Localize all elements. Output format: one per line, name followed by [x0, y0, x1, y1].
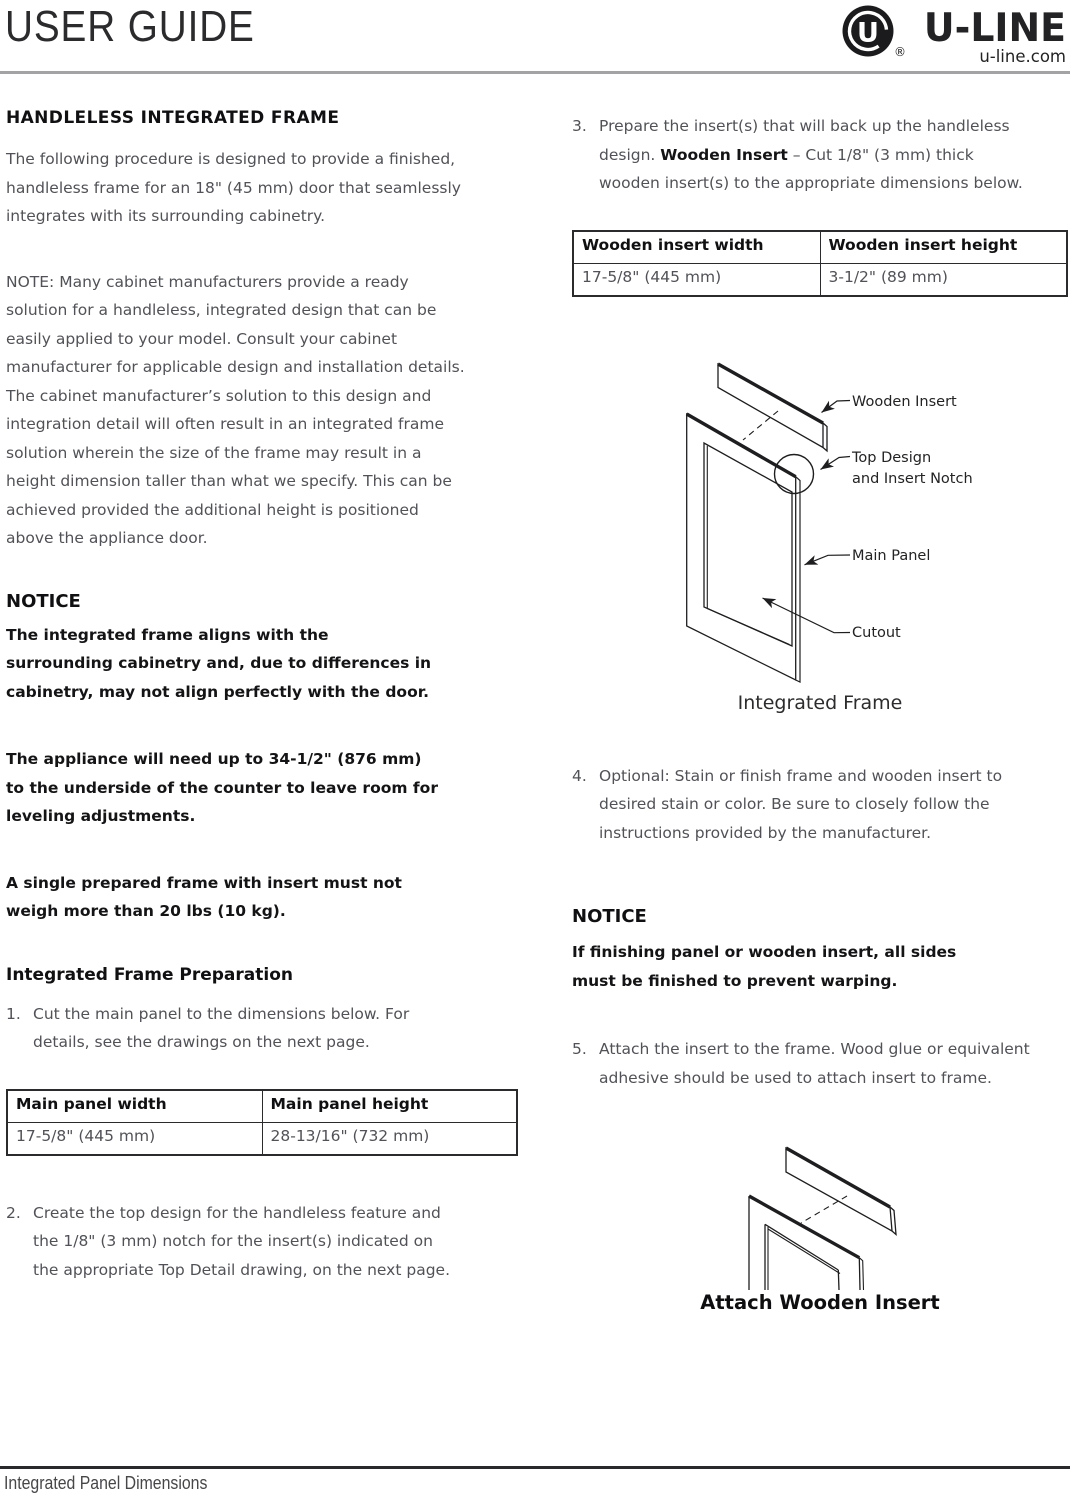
table-cell: 17-5/8" (445 mm) [573, 263, 820, 296]
notice-paragraph: If finishing panel or wooden insert, all sides must be finished to prevent warping. [572, 943, 957, 990]
left-column [6, 108, 518, 1284]
notice-paragraph-2: The appliance will need up to 34-1/2" (876 mm) to the underside of the counter to leave room for leveling adjustments. [6, 750, 438, 825]
step-number: 4. [572, 766, 587, 785]
diagram-caption: Integrated Frame [737, 691, 903, 714]
diagram-label-cutout: Cutout [852, 624, 901, 641]
table-cell: 28-13/16" (732 mm) [262, 1122, 517, 1155]
table-cell: 17-5/8" (445 mm) [7, 1122, 262, 1155]
step-text: Prepare the insert(s) that will back up the handleless design. Wooden Insert – Cut 1/8" (3 mm) thick wooden insert(s) to the appropriate dimensions below. [599, 117, 1023, 192]
diagram-label-top-design: Top Design [852, 449, 932, 466]
step-number: 5. [572, 1040, 587, 1058]
notice-heading: NOTICE [6, 590, 81, 612]
registered-trademark: ® [894, 45, 906, 59]
table-cell: 3-1/2" (89 mm) [820, 263, 1067, 296]
table-header-cell: Main panel width [7, 1090, 262, 1123]
intro-paragraph: The following procedure is designed to provide a finished, handleless frame for an 18" (45 mm) door that seamlessly integrates with its surrounding cabinetry. [6, 150, 461, 225]
brand-wordmark: U-LINE [923, 6, 1066, 51]
u-line-logo-icon [842, 5, 896, 63]
notice-paragraph-1: The integrated frame aligns with the surrounding cabinetry and, due to differences in cabinetry, may not align perfectly with the door. [6, 625, 432, 701]
diagram-label-main-panel: Main Panel [852, 547, 931, 564]
header-divider [0, 71, 1070, 74]
notice-heading: NOTICE [572, 906, 647, 927]
step-1 [6, 1000, 518, 1057]
table-row [7, 1122, 517, 1155]
main-panel-dimensions-table [6, 1089, 518, 1156]
section-heading: HANDLELESS INTEGRATED FRAME [6, 108, 340, 128]
step-text: Attach the insert to the frame. Wood glue or equivalent adhesive should be used to attach insert to frame. [599, 1040, 1030, 1087]
step-text: Optional: Stain or finish frame and wooden insert to desired stain or color. Be sure to closely follow the instructions provided by the manufacturer. [599, 766, 1003, 842]
table-header-cell: Main panel height [262, 1090, 517, 1123]
subsection-heading: Integrated Frame Preparation [6, 964, 293, 985]
page-title: USER GUIDE [5, 2, 255, 51]
diagram-caption: Attach Wooden Insert [700, 1291, 940, 1314]
table-row [573, 263, 1067, 296]
note-paragraph: NOTE: Many cabinet manufacturers provide a ready solution for a handleless, integrated design that can be easily applied to your model. Consult your cabinet manufacturer for applicable design and installation details. The cabinet manufacturer’s solution to this design and integration detail will often result in an integrated frame solution wherein the size of the frame may result in a height dimension taller than what we specify. This can be achieved provided the additional height is positioned above the appliance door. [6, 272, 465, 547]
table-header-cell: Wooden insert height [820, 231, 1067, 264]
step-number: 3. [572, 117, 587, 135]
wooden-insert-dimensions-table [572, 230, 1068, 297]
step-number: 1. [6, 1004, 21, 1023]
step-text: Create the top design for the handleless feature and the 1/8" (3 mm) notch for the insert(s) indicated on the appropriate Top Detail drawing, on the next page. [33, 1203, 450, 1279]
step-4 [572, 762, 1068, 848]
inline-bold-term: Wooden Insert [660, 145, 788, 164]
step-5 [572, 1035, 1068, 1092]
table-header-cell: Wooden insert width [573, 231, 820, 264]
step-number: 2. [6, 1203, 21, 1222]
step-2 [6, 1199, 518, 1285]
right-column [572, 104, 1068, 1315]
logo-letter: U [857, 17, 879, 49]
footer-divider [0, 1466, 1070, 1469]
step-text: Cut the main panel to the dimensions below. For details, see the drawings on the next page. [33, 1004, 410, 1051]
attach-wooden-insert-diagram [700, 1130, 1040, 1290]
diagram-label-insert-notch: and Insert Notch [852, 470, 973, 487]
diagram-label-wooden-insert: Wooden Insert [852, 393, 957, 410]
notice-paragraph-3: A single prepared frame with insert must not weigh more than 20 lbs (10 kg). [6, 873, 402, 920]
integrated-frame-diagram [630, 344, 1070, 689]
step-3 [572, 112, 1068, 198]
footer-label: Integrated Panel Dimensions [4, 1473, 208, 1493]
brand-website: u-line.com [979, 47, 1066, 66]
